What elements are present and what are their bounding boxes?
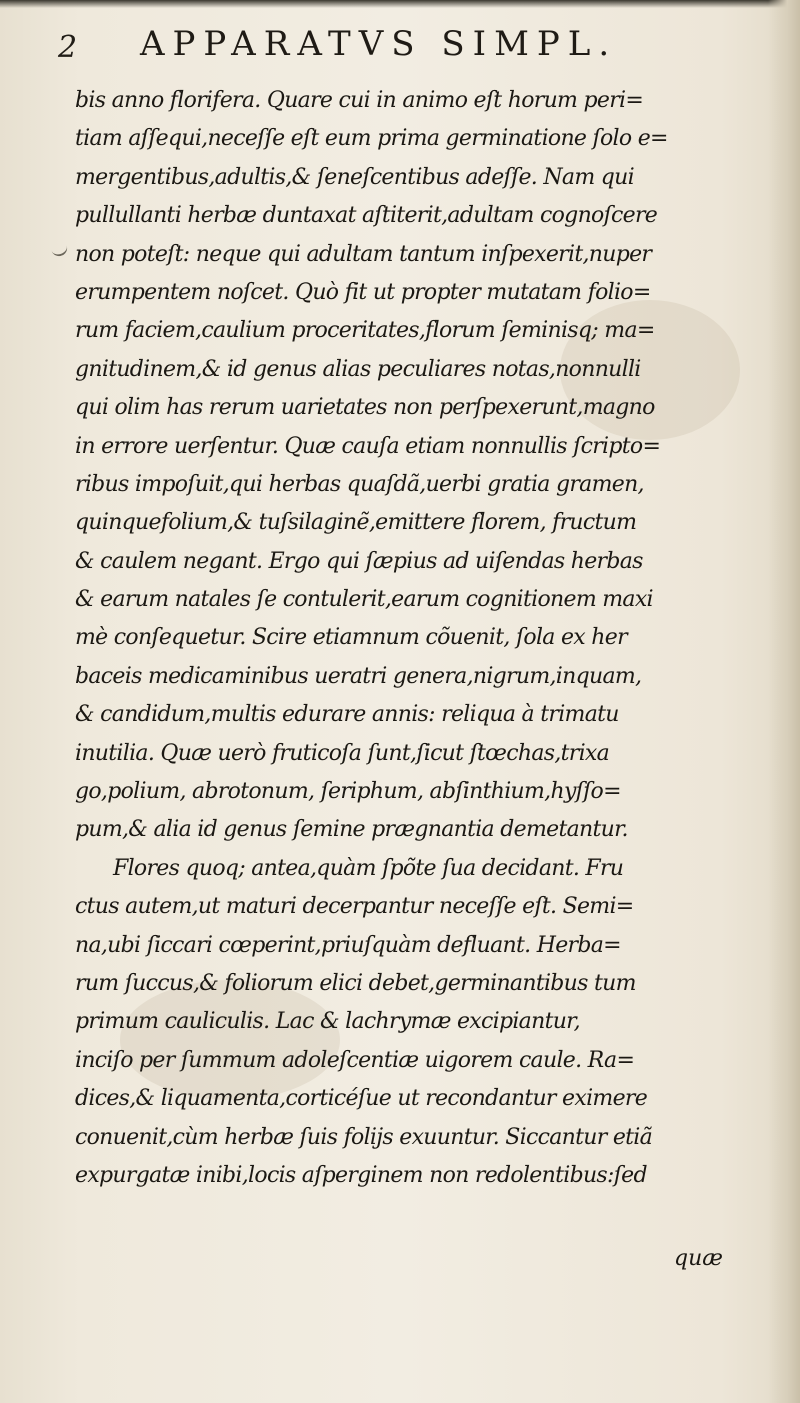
text-line: go,polium, abrotonum, ſeriphum, abſinthium,hyſſo= xyxy=(75,779,621,805)
body-text xyxy=(75,82,735,1195)
text-line: baceis medicaminibus ueratri genera,nigrum,inquam, xyxy=(75,663,642,689)
text-line: quinquefolium,& tuſsilaginẽ,emittere florem, fructum xyxy=(75,510,637,536)
text-line: rum ſuccus,& foliorum elici debet,germinantibus tum xyxy=(75,970,636,996)
running-head: APPARATVS SIMPL. xyxy=(140,24,618,64)
text-line: & candidum,multis edurare annis: reliqua à trimatu xyxy=(75,702,619,728)
text-line: mè conſequetur. Scire etiamnum cõuenit, ſola ex her xyxy=(75,625,627,651)
text-line: rum faciem,caulium proceritates,florum ſeminisq; ma= xyxy=(75,318,655,344)
text-line: na,ubi ſiccari cœperint,priuſquàm defluant. Herba= xyxy=(75,932,621,958)
text-line: & earum natales ſe contulerit,earum cognitionem maxi xyxy=(75,587,653,613)
page-header xyxy=(58,24,668,74)
text-line: inciſo per ſummum adoleſcentiæ uigorem caule. Ra= xyxy=(75,1047,635,1073)
page-number: 2 xyxy=(58,30,78,65)
margin-mark xyxy=(51,244,69,258)
page-gutter-edge xyxy=(768,0,800,1403)
text-line: in errore uerſentur. Quæ cauſa etiam nonnullis ſcripto= xyxy=(75,433,661,459)
catchword: quæ xyxy=(674,1246,723,1271)
text-line: conuenit,cùm herbæ ſuis folijs exuuntur. Siccantur etiã xyxy=(75,1124,653,1150)
text-line: primum cauliculis. Lac & lachrymæ excipiantur, xyxy=(75,1009,580,1035)
text-line: pullullanti herbæ duntaxat aſtiterit,adultam cognoſcere xyxy=(75,203,658,229)
text-line: pum,& alia id genus ſemine prægnantia demetantur. xyxy=(75,817,628,843)
text-line: qui olim has rerum uarietates non perſpexerunt,magno xyxy=(75,395,655,421)
text-line: ribus impoſuit,qui herbas quaſdã,uerbi gratia gramen, xyxy=(75,471,644,497)
text-line: dices,& liquamenta,corticéſue ut recondantur eximere xyxy=(75,1086,648,1112)
text-line: mergentibus,adultis,& ſeneſcentibus adeſſe. Nam qui xyxy=(75,164,634,190)
text-line: ctus autem,ut maturi decerpantur neceſſe eſt. Semi= xyxy=(75,894,634,920)
text-line: gnitudinem,& id genus alias peculiares notas,nonnulli xyxy=(75,356,641,382)
text-line: tiam aſſequi,neceſſe eſt eum prima germinatione ſolo e= xyxy=(75,126,668,152)
text-line: inutilia. Quæ uerò fruticoſa ſunt,ſicut ſtœchas,trixa xyxy=(75,740,610,766)
paragraph-start-line: Flores quoq; antea,quàm ſpõte ſua decidant. Fru xyxy=(113,855,624,881)
text-line: bis anno florifera. Quare cui in animo eſt horum peri= xyxy=(75,88,644,113)
text-line: expurgatæ inibi,locis aſperginem non redolentibus:ſed xyxy=(75,1162,647,1188)
text-line: non poteſt: neque qui adultam tantum inſpexerit,nuper xyxy=(75,241,652,267)
page-top-shadow xyxy=(0,0,800,8)
text-line: erumpentem noſcet. Quò fit ut propter mutatam folio= xyxy=(75,279,651,305)
text-line: & caulem negant. Ergo qui ſæpius ad uiſendas herbas xyxy=(75,548,643,574)
